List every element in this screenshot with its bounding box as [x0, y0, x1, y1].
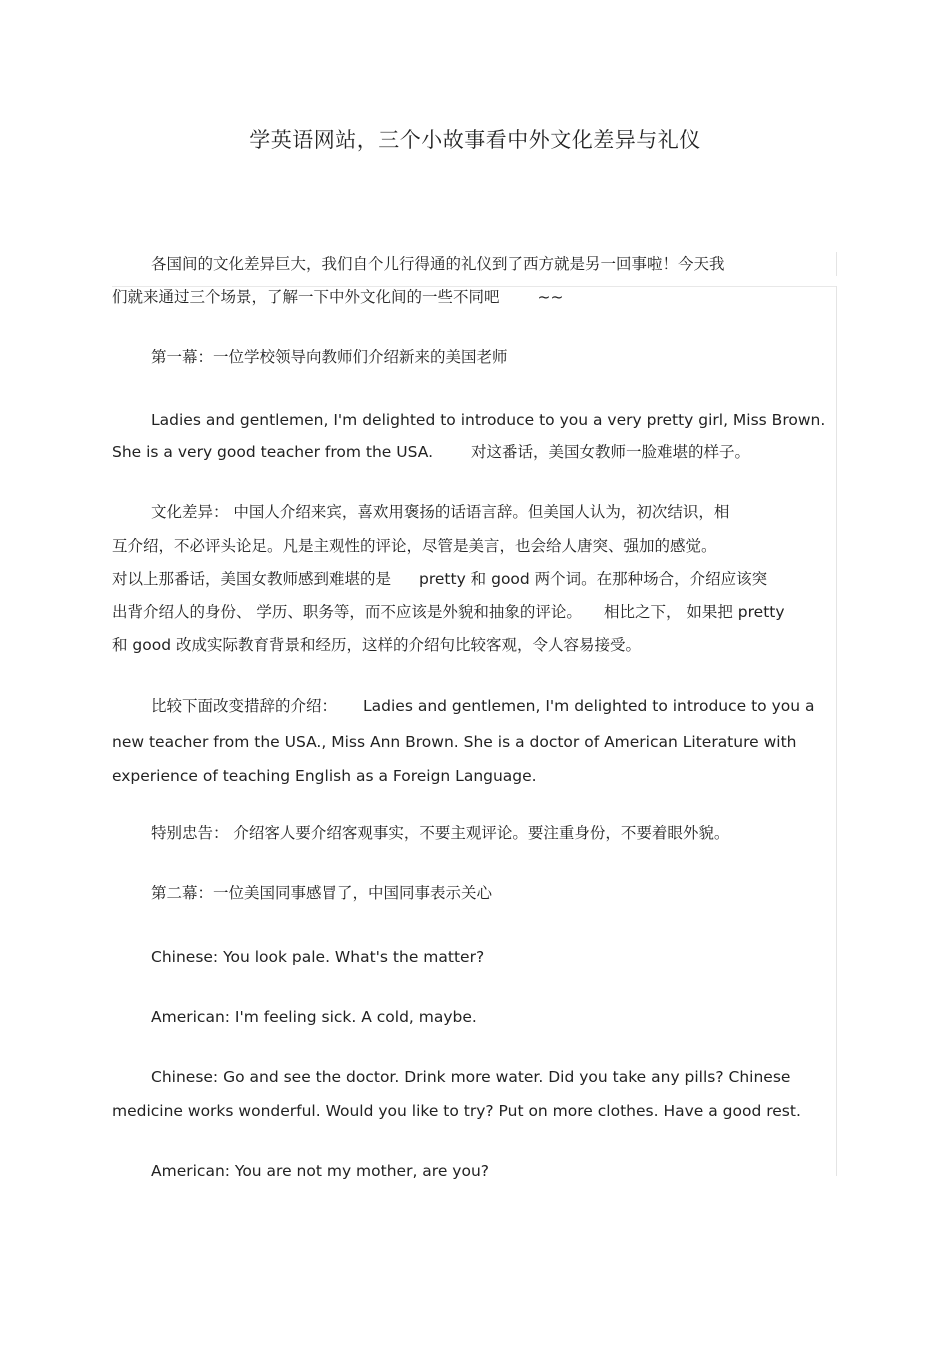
compare-line-3: experience of teaching English as a Foreign Language.	[112, 767, 537, 785]
scene1-speech-line-2	[112, 442, 750, 462]
culture-line-4b: 相比之下， 如果把 pretty	[603, 603, 785, 621]
scene1-speech-line-1: Ladies and gentlemen, I'm delighted to introduce to you a very pretty girl, Miss Brown.	[151, 411, 826, 429]
culture-line-1: 文化差异： 中国人介绍来宾，喜欢用褒扬的话语言辞。但美国人认为，初次结识，相	[151, 503, 730, 521]
scene1-speech-english: She is a very good teacher from the USA.	[112, 443, 433, 461]
page-border-top-right	[836, 252, 837, 276]
dialogue-american-2: American: You are not my mother, are you?	[151, 1162, 490, 1180]
intro-tilde: ~~	[537, 288, 564, 306]
culture-line-3	[112, 569, 767, 589]
compare-line-2: new teacher from the USA., Miss Ann Brown. She is a doctor of American Literature with	[112, 733, 797, 751]
culture-line-3b: pretty 和 good 两个词。在那种场合，介绍应该突	[419, 570, 768, 588]
compare-line-1	[151, 696, 815, 716]
intro-line-2-text: 们就来通过三个场景，了解一下中外文化间的一些不同吧	[112, 288, 500, 306]
scene1-speech-reaction: 对这番话，美国女教师一脸难堪的样子。	[471, 443, 751, 461]
page-title: 学英语网站，三个小故事看中外文化差异与礼仪	[249, 128, 701, 152]
dialogue-chinese-2-line-2: medicine works wonderful. Would you like to try? Put on more clothes. Have a good rest.	[112, 1102, 801, 1120]
dialogue-chinese-2-line-1: Chinese: Go and see the doctor. Drink more water. Did you take any pills? Chinese	[151, 1068, 791, 1086]
dialogue-chinese-1: Chinese: You look pale. What's the matter?	[151, 948, 485, 966]
culture-line-4a: 出背介绍人的身份、 学历、职务等，而不应该是外貌和抽象的评论。	[112, 603, 582, 621]
culture-line-5: 和 good 改成实际教育背景和经历，这样的介绍句比较客观，令人容易接受。	[112, 636, 642, 654]
page-border-right	[836, 286, 837, 1176]
culture-line-3a: 对以上那番话，美国女教师感到难堪的是	[112, 570, 392, 588]
special-advice: 特别忠告： 介绍客人要介绍客观事实，不要主观评论。要注重身份，不要着眼外貌。	[151, 824, 730, 842]
compare-label: 比较下面改变措辞的介绍：	[151, 697, 338, 715]
scene2-heading: 第二幕：一位美国同事感冒了，中国同事表示关心	[151, 884, 493, 902]
intro-line-1: 各国间的文化差异巨大，我们自个儿行得通的礼仪到了西方就是另一回事啦！今天我	[151, 255, 725, 273]
scene1-heading: 第一幕：一位学校领导向教师们介绍新来的美国老师	[151, 348, 508, 366]
culture-line-2: 互介绍，不必评头论足。凡是主观性的评论，尽管是美言，也会给人唐突、强加的感觉。	[112, 537, 717, 555]
compare-english: Ladies and gentlemen, I'm delighted to introduce to you a	[363, 697, 815, 715]
intro-line-2	[112, 287, 564, 307]
dialogue-american-1: American: I'm feeling sick. A cold, maybe.	[151, 1008, 477, 1026]
culture-line-4	[112, 602, 785, 622]
